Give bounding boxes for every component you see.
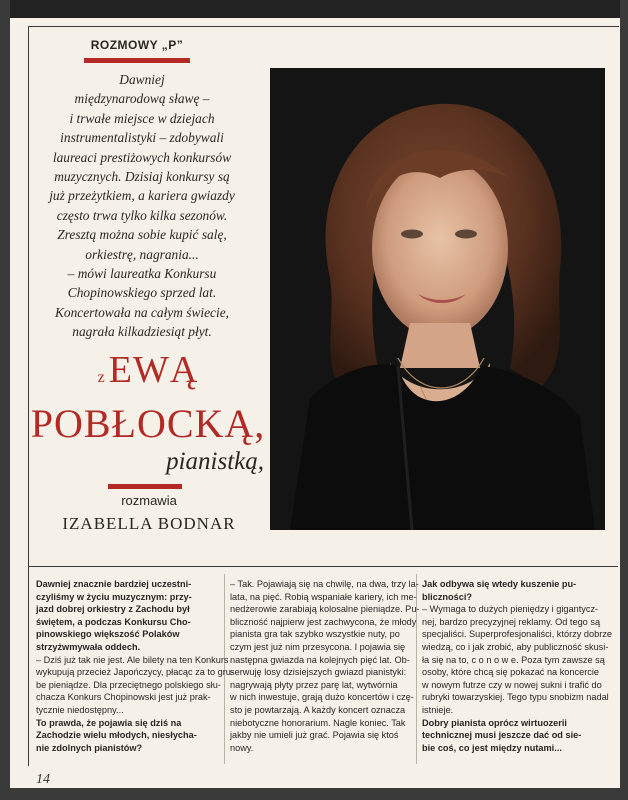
interviewee-last-name: POBŁOCKĄ, [30, 401, 266, 446]
lower-frame-left [28, 566, 29, 766]
answer-line: nej, bardzo precyzyjnej reklamy. Od tego są [422, 616, 601, 627]
question-line: To prawda, że pojawia się dziś na [36, 717, 182, 728]
intro-line: orkiestrę, nagrania... [85, 246, 199, 262]
answer-line: nedżerowie zarabiają kolosalne pieniądze. Pu- [230, 604, 420, 615]
answer-line: nowy. [230, 742, 254, 753]
scan-edge-top [0, 0, 628, 18]
question-line: Dawniej znacznie bardziej uczestni- [36, 579, 192, 589]
portrait-photo [270, 68, 605, 530]
scan-edge-left [0, 0, 10, 800]
question-line: czyliśmy w życiu muzycznym: przy- [36, 591, 192, 602]
question-line: bie coś, co jest między nutami... [422, 742, 562, 753]
accent-bar-top [84, 58, 190, 63]
question-line: technicznej musi jeszcze dać od sie- [422, 730, 582, 741]
answer-line: wiedzą, co i jak zrobić, aby publiczność skusi- [422, 641, 609, 652]
answer-line: serwuję losy dzisiejszych gwiazd pianistyki: [230, 667, 407, 678]
column-rule-2 [416, 574, 417, 764]
intro-line: międzynarodową sławę – [74, 91, 210, 107]
answer-line: istnieje. [422, 704, 454, 715]
answer-line: ła się na to, c o n o w e. Poza tym zawsze są [422, 654, 605, 665]
intro-line: – mówi laureatka Konkursu [67, 266, 217, 282]
answer-line: jakby nie umieli już grać. Pojawia się ktoś [230, 730, 399, 741]
answer-line: niebotyczne honorarium. Nagle koniec. Tak [230, 717, 406, 728]
question-line: Zachodzie wielu młodych, niesłycha- [36, 730, 197, 741]
section-label: ROZMOWY „P” [90, 38, 184, 52]
intro-line: często trwa tylko kilka sezonów. [56, 207, 228, 223]
question-line: bliczności? [422, 591, 473, 602]
intro-line: laureaci prestiżowych konkursów [52, 149, 232, 165]
portrait-illustration [270, 68, 605, 530]
answer-line: nagrywają płyty przez parę lat, wytwórnia [230, 679, 398, 690]
answer-line: wykupują przecież Japończycy, płacąc za to gru- [36, 667, 234, 678]
question-line: nie zdolnych pianistów? [36, 742, 143, 753]
answer-line: tycznie niedostępny... [36, 704, 124, 715]
answer-line: sto je powtarzają. A każdy koncert oznacza [230, 704, 406, 715]
answer-line: lata, na pięć. Robią wspaniałe kariery, ich me- [230, 591, 417, 602]
question-line: jazd dobrej orkiestry z Zachodu był [36, 604, 190, 615]
answer-line: w nowym futrze czy w nowej sukni i trafić do [422, 679, 602, 690]
section-divider [28, 566, 618, 567]
scan-edge-bottom [0, 788, 628, 800]
answer-line: be pieniądze. Dla przeciętnego polskiego słu- [36, 679, 221, 690]
page-number: 14 [36, 772, 50, 787]
article-column-2 [230, 578, 420, 754]
answer-line: pianista gra tak szybko wszystkie nuty, po [230, 629, 400, 640]
interviewer-name: IZABELLA BODNAR [62, 514, 236, 533]
byline-label: rozmawia [121, 493, 177, 508]
answer-line: bliczność najpierw jest zachwycona, że młody [230, 616, 417, 627]
accent-bar-bottom [108, 484, 182, 489]
intro-line: Chopinowskiego sprzed lat. [67, 285, 217, 301]
answer-line: czym jest już nim przesycona. I pojawia się [230, 641, 406, 652]
question-line: Jak odbywa się wtedy kuszenie pu- [422, 579, 577, 589]
intro-quote [34, 70, 250, 342]
scan-edge-right [620, 0, 628, 800]
interviewee-first-name-block [28, 348, 268, 392]
intro-line: Zresztą można sobie kupić salę, [57, 227, 227, 243]
answer-line: specjaliści. Superprofesjonaliści, którzy dobrze [422, 629, 612, 640]
intro-line: już przeżytkiem, a kariera gwiazdy [49, 188, 235, 204]
intro-line: Dawniej [119, 72, 165, 87]
answer-line: – Tak. Pojawiają się na chwilę, na dwa, trzy la- [230, 579, 419, 589]
name-prefix: z [97, 369, 105, 386]
intro-line: nagrała kilkadziesiąt płyt. [72, 324, 212, 340]
answer-line: rubryki towarzyskiej. Tego typu snobizm nadal [422, 692, 609, 703]
interviewee-profession: pianistką, [166, 448, 264, 475]
question-line: pinowskiego większość Polaków [36, 629, 180, 640]
answer-line: w nich inwestuje, grają dużo koncertów i czę- [230, 692, 414, 703]
article-column-1 [36, 578, 234, 754]
intro-line: muzycznych. Dzisiaj konkursy są [54, 169, 230, 185]
answer-line: osoby, które chcą się pokazać na koncercie [422, 667, 600, 678]
question-line: Dobry pianista oprócz wirtuozerii [422, 717, 567, 728]
article-column-3 [422, 578, 612, 754]
intro-line: Koncertowała na całym świecie, [54, 304, 230, 320]
question-line: świętem, a podczas Konkursu Cho- [36, 616, 191, 627]
answer-line: – Wymaga to dużych pieniędzy i gigantycz- [422, 604, 599, 615]
answer-line: – Dziś już tak nie jest. Ale bilety na ten Konkurs [36, 654, 229, 665]
intro-line: i trwałe miejsce w dziejach [69, 110, 215, 126]
answer-line: chacza Konkurs Chopinowski jest już prak- [36, 692, 211, 703]
question-line: strzyżwmywała oddech. [36, 641, 141, 652]
interviewee-first-name: EWĄ [108, 349, 199, 391]
answer-line: następna gwiazda na kolejnych pięć lat. Ob- [230, 654, 410, 665]
intro-line: instrumentalistyki – zdobywali [60, 130, 224, 146]
